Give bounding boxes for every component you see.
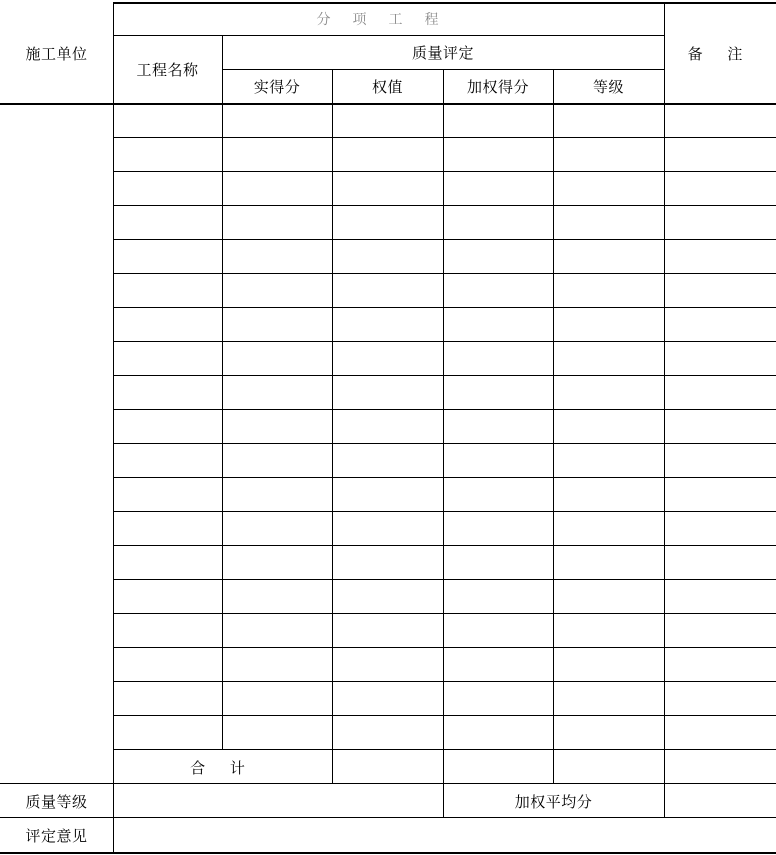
col-line-weight [443,69,444,817]
remarks-cell[interactable] [665,138,775,170]
weighted-score-cell[interactable] [444,104,552,136]
table-row-line [113,341,776,342]
weight-cell[interactable] [333,138,442,170]
header-remarks-label: 备 注 [687,44,753,63]
actual-score-cell[interactable] [223,478,331,510]
project-name-cell[interactable] [114,478,221,510]
actual-score-cell[interactable] [223,376,331,408]
table-row-line [113,443,776,444]
weighted-score-cell[interactable] [444,682,552,714]
grade-cell[interactable] [554,682,663,714]
project-name-cell[interactable] [114,240,221,272]
remarks-cell[interactable] [665,410,775,442]
grade-cell[interactable] [554,410,663,442]
unit-cell[interactable] [1,104,112,748]
grade-cell[interactable] [554,172,663,204]
weighted-score-cell[interactable] [444,206,552,238]
weighted-score-cell[interactable] [444,376,552,408]
actual-score-cell[interactable] [223,308,331,340]
actual-score-cell[interactable] [223,444,331,476]
remarks-cell[interactable] [665,716,775,748]
weight-cell[interactable] [333,478,442,510]
project-name-cell[interactable] [114,172,221,204]
table-row-line [113,137,776,138]
col-line-grade [664,2,665,817]
weighted-score-cell[interactable] [444,614,552,646]
project-name-cell[interactable] [114,512,221,544]
table-row-line [113,715,776,716]
total-weight-cell[interactable] [333,750,442,782]
weighted-average-value[interactable] [665,784,775,816]
weight-cell[interactable] [333,580,442,612]
grade-cell[interactable] [554,376,663,408]
table-row-line [113,647,776,648]
actual-score-cell[interactable] [223,206,331,238]
weight-cell[interactable] [333,546,442,578]
total-row-bottom [0,783,776,784]
weighted-average-label: 加权平均分 [514,792,593,811]
remarks-cell[interactable] [665,444,775,476]
weighted-score-cell[interactable] [444,308,552,340]
table-row-line [113,409,776,410]
actual-score-cell[interactable] [223,342,331,374]
table-row-line [113,681,776,682]
col-line-weighted [553,69,554,783]
weight-cell[interactable] [333,240,442,272]
grade-cell[interactable] [554,138,663,170]
weight-cell[interactable] [333,274,442,306]
remarks-cell[interactable] [665,648,775,680]
weighted-score-cell[interactable] [444,172,552,204]
actual-score-cell[interactable] [223,410,331,442]
table-row-line [113,579,776,580]
table-row-line [113,239,776,240]
col-line-name [222,35,223,749]
grade-cell[interactable] [554,104,663,136]
grade-cell[interactable] [554,478,663,510]
weight-cell[interactable] [333,410,442,442]
project-name-cell[interactable] [114,716,221,748]
project-name-cell[interactable] [114,444,221,476]
project-name-cell[interactable] [114,648,221,680]
table-row-line [113,511,776,512]
remarks-cell[interactable] [665,104,775,136]
project-name-cell[interactable] [114,308,221,340]
remarks-cell[interactable] [665,682,775,714]
weighted-score-cell[interactable] [444,512,552,544]
weighted-score-cell[interactable] [444,240,552,272]
project-name-cell[interactable] [114,376,221,408]
remarks-cell[interactable] [665,580,775,612]
table-row-line [113,375,776,376]
grade-cell[interactable] [554,342,663,374]
header-project-name-label: 工程名称 [136,61,199,79]
actual-score-cell[interactable] [223,172,331,204]
header-weighted-score-label: 加权得分 [466,77,529,96]
actual-score-cell[interactable] [223,614,331,646]
grade-cell[interactable] [554,308,663,340]
table-row-line [113,205,776,206]
weight-cell[interactable] [333,376,442,408]
actual-score-cell[interactable] [223,274,331,306]
quality-grade-value[interactable] [114,784,442,816]
evaluation-opinion-label: 评定意见 [25,826,88,845]
table-row-line [113,545,776,546]
weight-cell[interactable] [333,342,442,374]
remarks-cell[interactable] [665,206,775,238]
project-name-cell[interactable] [114,580,221,612]
project-name-cell[interactable] [114,546,221,578]
remarks-cell[interactable] [665,308,775,340]
weight-cell[interactable] [333,104,442,136]
remarks-cell[interactable] [665,342,775,374]
project-name-cell[interactable] [114,274,221,306]
table-row-line [113,477,776,478]
weighted-score-cell[interactable] [444,546,552,578]
remarks-cell[interactable] [665,172,775,204]
total-grade-cell[interactable] [554,750,663,782]
actual-score-cell[interactable] [223,104,331,136]
total-remarks-cell[interactable] [665,750,775,782]
remarks-cell[interactable] [665,478,775,510]
weighted-score-cell[interactable] [444,580,552,612]
header-actual-score-label: 实得分 [253,77,301,96]
actual-score-cell[interactable] [223,648,331,680]
project-name-cell[interactable] [114,682,221,714]
actual-score-cell[interactable] [223,546,331,578]
actual-score-cell[interactable] [223,716,331,748]
grade-cell[interactable] [554,546,663,578]
weighted-score-cell[interactable] [444,274,552,306]
weighted-score-cell[interactable] [444,444,552,476]
table-row-line [113,273,776,274]
actual-score-cell[interactable] [223,682,331,714]
actual-score-cell[interactable] [223,240,331,272]
grade-cell[interactable] [554,240,663,272]
remarks-cell[interactable] [665,546,775,578]
weighted-score-cell[interactable] [444,410,552,442]
weight-cell[interactable] [333,172,442,204]
actual-score-cell[interactable] [223,512,331,544]
grade-cell[interactable] [554,206,663,238]
total-weighted-score-cell[interactable] [444,750,552,782]
weighted-score-cell[interactable] [444,478,552,510]
grade-cell[interactable] [554,580,663,612]
project-name-cell[interactable] [114,206,221,238]
weight-cell[interactable] [333,512,442,544]
remarks-cell[interactable] [665,274,775,306]
header-top-border [113,2,776,4]
grade-cell[interactable] [554,716,663,748]
form-bottom-border [0,852,776,854]
project-name-cell[interactable] [114,342,221,374]
grade-row-bottom [0,817,776,818]
actual-score-cell[interactable] [223,580,331,612]
header-unit-label: 施工单位 [25,44,88,63]
weight-cell[interactable] [333,308,442,340]
remarks-cell[interactable] [665,512,775,544]
weighted-score-cell[interactable] [444,342,552,374]
project-name-cell[interactable] [114,104,221,136]
weight-cell[interactable] [333,682,442,714]
header-grade-label: 等级 [592,77,624,96]
table-row-line [113,307,776,308]
grade-cell[interactable] [554,512,663,544]
project-name-cell[interactable] [114,614,221,646]
weight-cell[interactable] [333,648,442,680]
weighted-score-cell[interactable] [444,648,552,680]
weight-cell[interactable] [333,614,442,646]
header-quality-eval-label: 质量评定 [411,44,474,62]
header-weight-label: 权值 [371,77,403,96]
weighted-score-cell[interactable] [444,716,552,748]
weight-cell[interactable] [333,206,442,238]
table-row-line [113,613,776,614]
grade-cell[interactable] [554,614,663,646]
project-name-cell[interactable] [114,410,221,442]
remarks-cell[interactable] [665,376,775,408]
remarks-cell[interactable] [665,614,775,646]
col-line-actual [332,69,333,783]
grade-cell[interactable] [554,444,663,476]
weight-cell[interactable] [333,716,442,748]
remarks-cell[interactable] [665,240,775,272]
weighted-score-cell[interactable] [444,138,552,170]
col-line-unit [113,2,114,852]
table-row-line [113,749,776,750]
header-title: 分项工程 [316,12,461,28]
table-row-line [113,171,776,172]
evaluation-opinion-value[interactable] [114,818,775,851]
header-title-divider [113,35,664,36]
weight-cell[interactable] [333,444,442,476]
header-bottom-border [0,103,776,105]
grade-cell[interactable] [554,274,663,306]
quality-grade-label: 质量等级 [25,792,88,811]
total-label: 合 计 [190,758,255,777]
actual-score-cell[interactable] [223,138,331,170]
grade-cell[interactable] [554,648,663,680]
project-name-cell[interactable] [114,138,221,170]
